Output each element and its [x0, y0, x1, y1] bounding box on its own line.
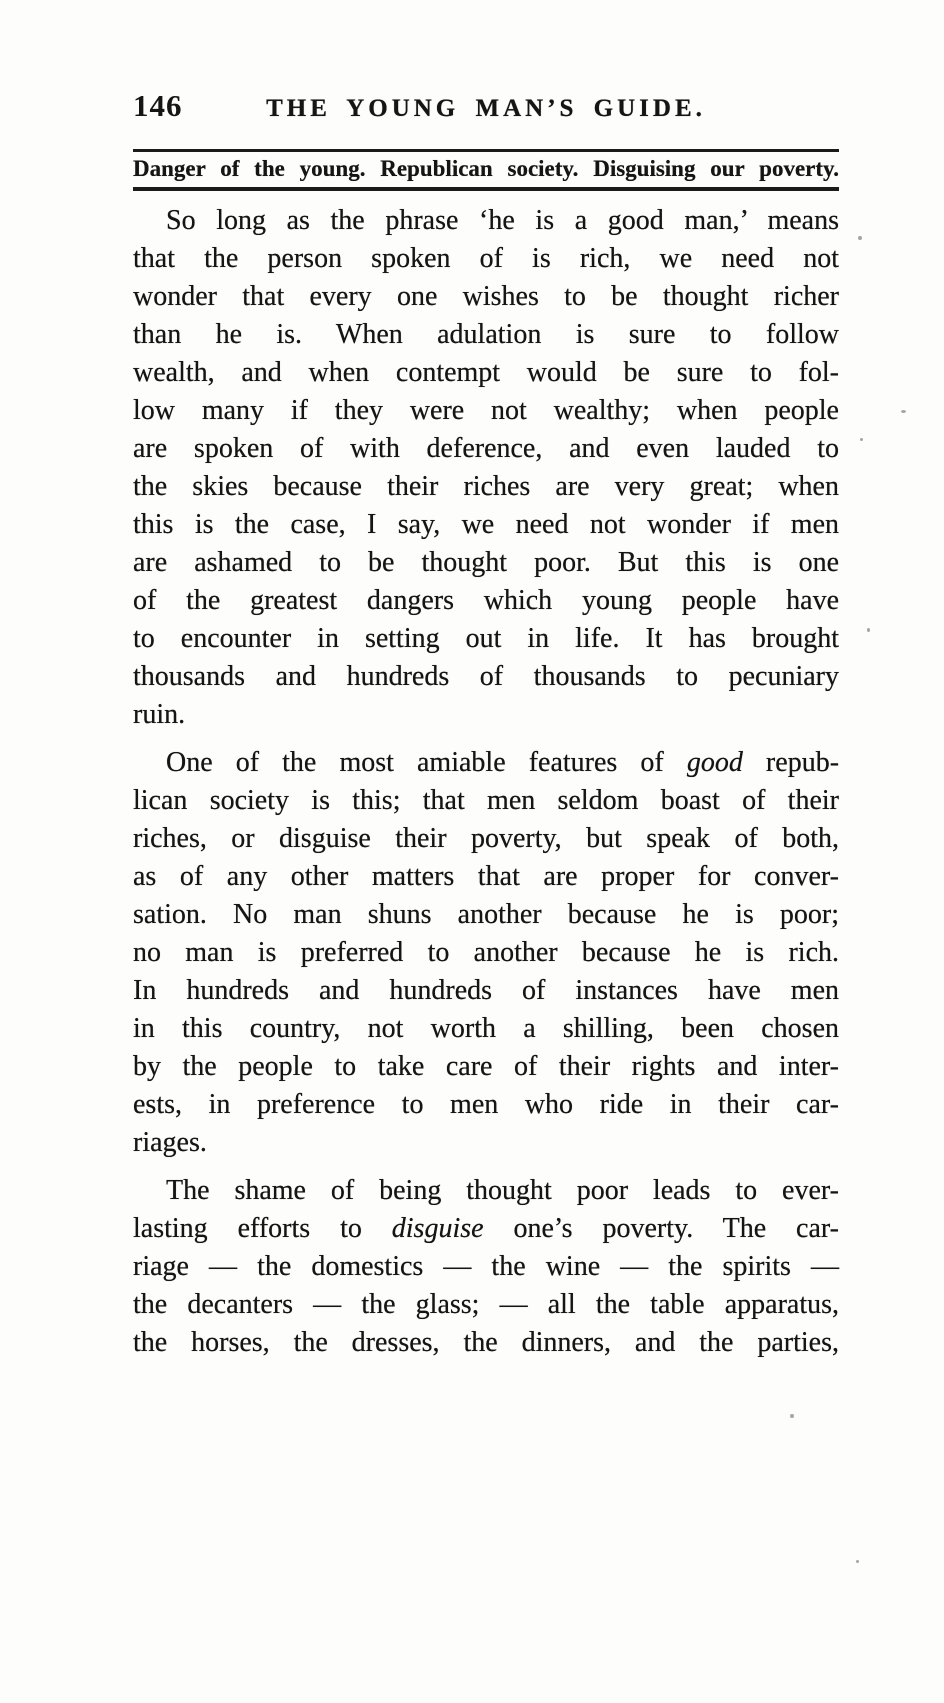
- scan-speck: [901, 410, 906, 413]
- text-line: than he is. When adulation is sure to follow: [133, 319, 839, 350]
- line-segment: One of the most amiable features of: [166, 747, 687, 778]
- text-line: ruin.: [133, 699, 186, 730]
- text-line: wonder that every one wishes to be thought richer: [133, 281, 839, 312]
- page-content: [133, 88, 839, 1362]
- line-segment: repub-: [742, 747, 840, 778]
- text-line: [133, 1210, 839, 1248]
- text-line: thousands and hundreds of thousands to pecuniary: [133, 661, 839, 692]
- italic-word: good: [686, 747, 743, 778]
- text-line: lican society is this; that men seldom boast of their: [133, 785, 839, 816]
- page-header: [133, 88, 839, 124]
- text-line: The shame of being thought poor leads to ever-: [166, 1175, 839, 1206]
- scan-speck: [856, 1560, 859, 1563]
- text-line: riages.: [133, 1127, 207, 1158]
- line-segment: lasting efforts to: [133, 1213, 392, 1244]
- italic-word: disguise: [391, 1213, 484, 1244]
- text-line: that the person spoken of is rich, we need not: [133, 243, 839, 274]
- scan-speck: [858, 236, 862, 240]
- text-line: the horses, the dresses, the dinners, and the parties,: [133, 1327, 839, 1358]
- book-title: THE YOUNG MAN’S GUIDE.: [266, 95, 706, 122]
- text-line: sation. No man shuns another because he is poor;: [133, 899, 839, 930]
- text-line: [133, 744, 839, 782]
- text-line: by the people to take care of their rights and inter-: [133, 1051, 839, 1082]
- text-line: as of any other matters that are proper for conver-: [133, 861, 839, 892]
- text-line: the skies because their riches are very great; when: [133, 471, 839, 502]
- body-text: [133, 202, 839, 1362]
- scan-speck: [867, 628, 870, 632]
- text-line: ests, in preference to men who ride in their car-: [133, 1089, 839, 1120]
- line-segment: one’s poverty. The car-: [483, 1213, 839, 1244]
- text-line: wealth, and when contempt would be sure to fol-: [133, 357, 839, 388]
- paragraph: [133, 202, 839, 734]
- text-line: riches, or disguise their poverty, but speak of both,: [133, 823, 839, 854]
- text-line: In hundreds and hundreds of instances have men: [133, 975, 839, 1006]
- page-number: 146: [133, 88, 183, 123]
- text-line: no man is preferred to another because he is rich.: [133, 937, 839, 968]
- text-line: to encounter in setting out in life. It has brought: [133, 623, 839, 654]
- running-head: Danger of the young. Republican society. Disguising our poverty.: [133, 156, 839, 181]
- text-line: of the greatest dangers which young people have: [133, 585, 839, 616]
- scan-speck: [790, 1414, 794, 1418]
- paragraph: [133, 734, 839, 1162]
- text-line: are spoken of with deference, and even lauded to: [133, 433, 839, 464]
- text-line: So long as the phrase ‘he is a good man,’ means: [166, 205, 839, 236]
- text-line: riage — the domestics — the wine — the spirits —: [133, 1251, 839, 1282]
- scan-speck: [860, 438, 863, 441]
- divider-rule-bottom: [133, 187, 839, 191]
- text-line: this is the case, I say, we need not wonder if men: [133, 509, 839, 540]
- text-line: are ashamed to be thought poor. But this is one: [133, 547, 839, 578]
- text-line: in this country, not worth a shilling, been chosen: [133, 1013, 839, 1044]
- paragraph: [133, 1162, 839, 1362]
- text-line: low many if they were not wealthy; when people: [133, 395, 839, 426]
- text-line: the decanters — the glass; — all the table apparatus,: [133, 1289, 839, 1320]
